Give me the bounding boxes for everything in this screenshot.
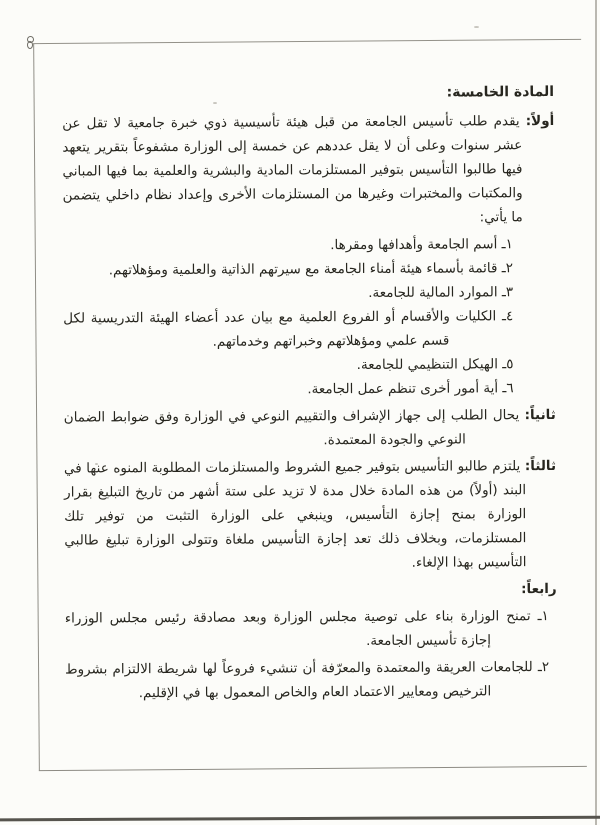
fourth-item-2: ٢ـ للجامعات العريقة والمعتمدة والمعرّفة أن تنشيء فروعاً لها شريطة الالتزام بشروط الترخيص ومعايير الاعتماد العام والخاص المعمول بها في الإقليم. — [65, 659, 550, 702]
clause-second-text: يحال الطلب إلى جهاز الإشراف والتقييم النوعي في الوزارة وفق ضوابط الضمان النوعي والجودة المعتمدة. — [63, 407, 520, 449]
clause-second-label: ثانياً: — [524, 406, 556, 424]
fourth-clause-list — [65, 604, 558, 706]
clause-second — [64, 403, 556, 454]
clause-third — [64, 454, 557, 577]
list-item-1: ١ـ أسم الجامعة وأهدافها ومقرها. — [330, 236, 513, 254]
list-item-6: ٦ـ أية أمور أخرى تنظم عمل الجامعة. — [307, 380, 514, 398]
clause-fourth-label-line — [65, 577, 557, 604]
list-item-4: ٤ـ الكليات والأقسام أو الفروع العلمية مع بيان عدد أعضاء الهيئة التدريسية لكل قسم علمي ومؤهلاتهم وخبراتهم وخدماتهم. — [63, 308, 514, 350]
list-item-3: ٣ـ الموارد المالية للجامعة. — [368, 284, 514, 301]
paper-speck — [474, 26, 479, 28]
clause-fourth-label: رابعاً: — [521, 580, 557, 598]
fourth-item-1: ١ـ تمنح الوزارة بناء على توصية مجلس الوزارة وبعد مصادقة رئيس مجلس الوزراء إجازة تأسيس الجامعة. — [64, 608, 549, 649]
list-item-2: ٢ـ قائمة بأسماء هيئة أمناء الجامعة مع سيرتهم الذاتية والعلمية ومؤهلاتهم. — [108, 260, 514, 279]
scan-edge-right — [595, 0, 597, 825]
clause-third-text: يلتزم طالبو التأسيس بتوفير جميع الشروط والمستلزمات المطلوبة المنوه عنها في البند (أولاً) من هذه المادة خلال مدة لا تزيد على ستة أشهر من تاريخ التبليغ بقرار الوزارة بمنح إجازة التأسيس، وينبغي على الوزارة التثبت من توفير تلك المستلزمات، وبخلاف ذلك تعد إجازة التأسيس ملغاة وتتولى الوزارة تبليغ طالبي التأسيس بهذا الإلغاء. — [63, 458, 527, 571]
scan-edge-bottom — [0, 816, 600, 822]
clause-first-label: أولاً: — [525, 112, 555, 130]
corner-squiggle-icon — [27, 36, 34, 43]
document-body — [62, 80, 557, 709]
clause-first-text: يقدم طلب تأسيس الجامعة من قبل هيئة تأسيسية ذوي خبرة جامعية لا تقل عن عشر سنوات وعلى أن لا يقل عددهم عن خمسة إلى الوزارة مشفوعاً بتقرير يتعهد فيها طالبوا التأسيس بتوفير المستلزمات المادية والبشرية والعلمية بما فيها المباني والمكتبات والمختبرات وغيرها من المستلزمات الأخرى وإعداد نظام داخلي يتضمن ما يأتي: — [62, 113, 523, 226]
clause-third-label: ثالثاً: — [524, 457, 557, 475]
list-item-5: ٥ـ الهيكل التنظيمي للجامعة. — [356, 356, 514, 374]
clause-first — [62, 109, 555, 232]
article-heading: المادة الخامسة: — [446, 83, 555, 101]
requirements-list — [63, 232, 556, 403]
